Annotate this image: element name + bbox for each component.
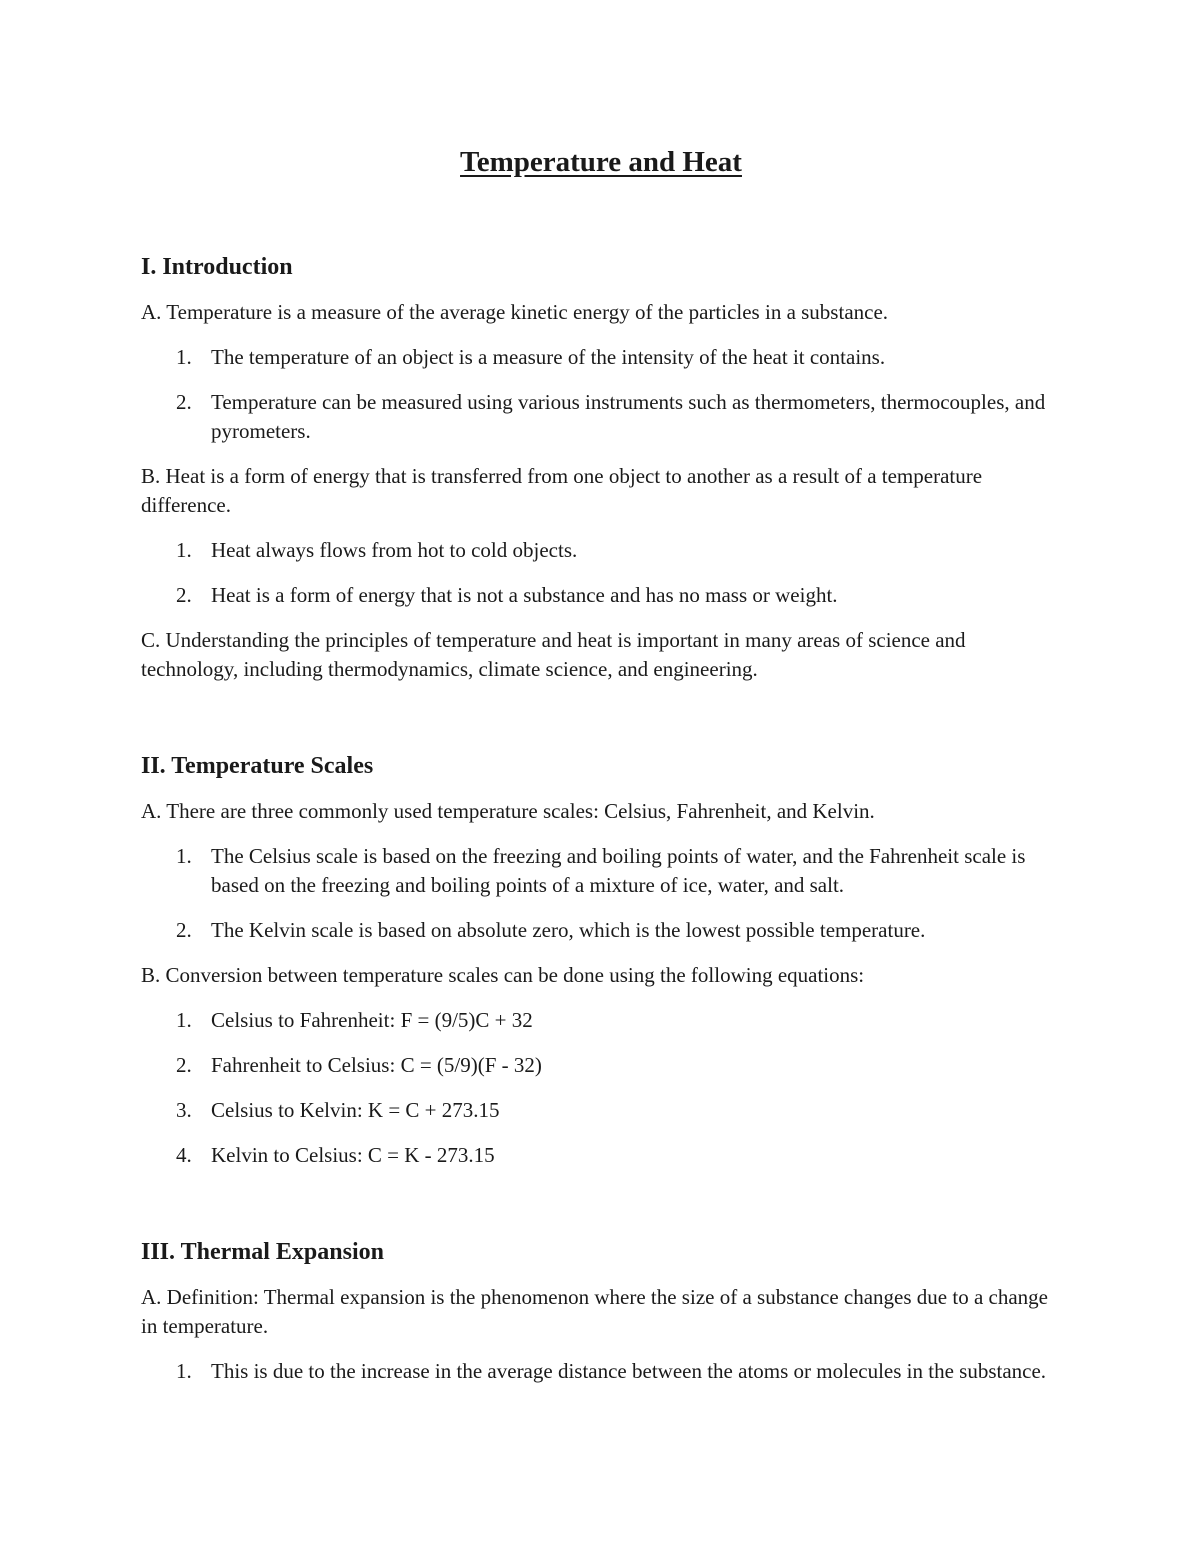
- list-item: [141, 1006, 1061, 1035]
- list-number: 2.: [176, 583, 192, 607]
- document-page: [141, 140, 1061, 1386]
- list-item-text: Celsius to Kelvin: K = C + 273.15: [211, 1098, 500, 1122]
- list-item: [141, 581, 1061, 610]
- list-item: [141, 916, 1061, 945]
- section-heading: III. Thermal Expansion: [141, 1239, 384, 1265]
- list-item: [141, 388, 1061, 446]
- point-paragraph: B. Conversion between temperature scales can be done using the following equations:: [141, 963, 865, 987]
- point-paragraph: C. Understanding the principles of temperature and heat is important in many areas of science and technology, including thermodynamics, climate science, and engineering.: [141, 628, 966, 681]
- list-number: 2.: [176, 390, 192, 414]
- point-paragraph: A. Temperature is a measure of the average kinetic energy of the particles in a substance.: [141, 300, 889, 324]
- list-number: 2.: [176, 1053, 192, 1077]
- point-paragraph: A. There are three commonly used temperature scales: Celsius, Fahrenheit, and Kelvin.: [141, 799, 875, 823]
- list-item-text: Heat is a form of energy that is not a substance and has no mass or weight.: [211, 583, 838, 607]
- list-item: [141, 1357, 1061, 1386]
- section-heading: II. Temperature Scales: [141, 753, 374, 779]
- list-item: [141, 1051, 1061, 1080]
- point-paragraph: A. Definition: Thermal expansion is the phenomenon where the size of a substance changes due to a change in temperature.: [141, 1285, 1048, 1338]
- list-item-text: The Kelvin scale is based on absolute zero, which is the lowest possible temperature.: [211, 918, 926, 942]
- list-number: 1.: [176, 844, 192, 868]
- list-number: 2.: [176, 918, 192, 942]
- section-introduction: [141, 252, 1061, 684]
- list-item-text: Celsius to Fahrenheit: F = (9/5)C + 32: [211, 1008, 533, 1032]
- list-item-text: The Celsius scale is based on the freezing and boiling points of water, and the Fahrenheit scale is based on the freezing and boiling points of a mixture of ice, water, and salt.: [211, 844, 1026, 897]
- list-number: 3.: [176, 1098, 192, 1122]
- list-item-text: Heat always flows from hot to cold objects.: [211, 538, 578, 562]
- list-item: [141, 536, 1061, 565]
- list-item: [141, 1096, 1061, 1125]
- list-item: [141, 842, 1061, 900]
- list-item-text: This is due to the increase in the average distance between the atoms or molecules in the substance.: [211, 1359, 1047, 1383]
- list-item-text: Kelvin to Celsius: C = K - 273.15: [211, 1143, 495, 1167]
- section-thermal-expansion: [141, 1237, 1061, 1386]
- list-item-text: The temperature of an object is a measure of the intensity of the heat it contains.: [211, 345, 886, 369]
- numbered-list: [141, 1357, 1061, 1386]
- point-paragraph: B. Heat is a form of energy that is transferred from one object to another as a result of a temperature difference.: [141, 464, 983, 517]
- list-number: 1.: [176, 1359, 192, 1383]
- numbered-list: [141, 1006, 1061, 1170]
- section-temperature-scales: [141, 751, 1061, 1170]
- numbered-list: [141, 536, 1061, 610]
- list-item: [141, 343, 1061, 372]
- list-item-text: Fahrenheit to Celsius: C = (5/9)(F - 32): [211, 1053, 542, 1077]
- document-title: Temperature and Heat: [460, 146, 742, 178]
- list-number: 1.: [176, 538, 192, 562]
- numbered-list: [141, 343, 1061, 446]
- numbered-list: [141, 842, 1061, 945]
- list-item: [141, 1141, 1061, 1170]
- list-item-text: Temperature can be measured using various instruments such as thermometers, thermocouples, and pyrometers.: [211, 390, 1046, 443]
- list-number: 1.: [176, 1008, 192, 1032]
- list-number: 1.: [176, 345, 192, 369]
- list-number: 4.: [176, 1143, 192, 1167]
- section-heading: I. Introduction: [141, 254, 293, 280]
